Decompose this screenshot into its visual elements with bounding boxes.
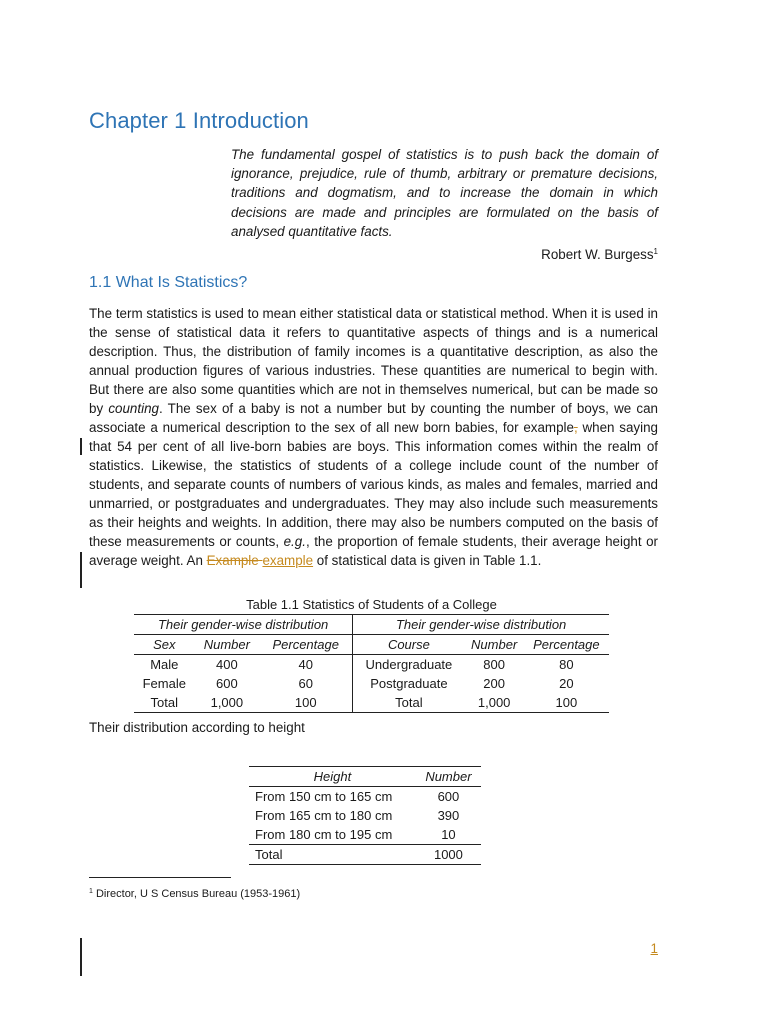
table-row [249,787,481,807]
table-cell: 1000 [416,845,481,865]
tracked-deletion[interactable]: Example [206,553,263,568]
table-cell: 400 [216,657,238,672]
chapter-title: Chapter 1 Introduction [89,108,309,133]
table-cell: Total [134,693,195,713]
footnote-reference[interactable]: 1 [653,247,658,256]
column-header: Number [416,767,481,787]
change-bar[interactable] [80,552,82,588]
table-cell: 200 [483,676,505,691]
table-row [134,674,609,693]
table-cell: 800 [483,657,505,672]
epigraph-quote: The fundamental gospel of statistics is to push back the domain of ignorance, prejudice, rule of thumb, arbitrary or premature decisions, traditions and dogmatism, and to increase the domain in which decisions are made and principles are formulated on the basis of analysed quantitative facts. [231,147,658,239]
table-cell: From 150 cm to 165 cm [255,789,393,804]
column-header: Number [465,635,524,655]
table-cell: 1,000 [465,693,524,713]
table-cell: 100 [259,693,353,713]
epigraph-author: Robert W. Burgess [541,247,654,262]
table-cell: Undergraduate [353,655,465,675]
height-distribution-text: Their distribution according to height [89,720,305,735]
table-cell: 40 [298,657,313,672]
footnote-separator [89,877,231,878]
table-row [249,825,481,845]
epigraph-attribution [541,247,658,262]
body-text-run: The term statistics is used to mean either statistical data or statistical method. When it is used in the sense of statistical data it refers to quantitative aspects of things and is a numerical description. Thus, the distribution of family incomes is a quantitative description, as also the annual production figures of various industries. These quantities are numerical to begin with. But there are also some quantities which are not in themselves numerical, but can be made so by [89,306,658,416]
table-group-header: Their gender-wise distribution [353,615,609,635]
table-cell: Postgraduate [353,674,465,693]
table-cell: 10 [441,827,456,842]
table-cell: From 180 cm to 195 cm [255,827,393,842]
table-group-header: Their gender-wise distribution [134,615,353,635]
body-text-run: . The sex of a baby is not a number but by counting the number of boys, we can associate a numerical description to the sex of all new born babies, for example [89,401,658,435]
footnote-text: Director, U S Census Bureau (1953-1961) [95,888,301,900]
body-paragraph [89,304,658,570]
page-number: 1 [650,941,658,956]
table-cell: Male [150,657,179,672]
table-cell: From 165 cm to 180 cm [255,808,393,823]
body-text-run: , the proportion of female students, their average height or average weight. An [89,534,659,568]
table-cell: 1,000 [195,693,260,713]
column-header: Number [195,635,260,655]
body-text-run: of statistical data is given in Table 1.1. [313,553,542,568]
change-bar[interactable] [80,438,82,455]
table-caption: Table 1.1 Statistics of Students of a College [246,597,497,612]
column-header: Course [353,635,465,655]
column-header: Height [249,767,416,787]
height-distribution-table [249,766,481,865]
tracked-insertion[interactable]: example [262,553,314,568]
table-cell: Female [142,676,186,691]
table-row [134,693,609,713]
footnote-marker: 1 [89,888,93,895]
table-row [249,806,481,825]
body-text-run: when saying that 54 per cent of all live-born babies are boys. This information comes within the realm of statistics. Likewise, the statistics of students of a college include count of the number of students, and separate counts of numbers of various kinds, as males and females, married and unmarried, or postgraduates and undergraduates. They may also include such measurements as their heights and weights. In addition, there may also be numbers computed on the basis of these measurements or counts, [89,420,658,549]
table-cell: Total [249,845,416,865]
table-cell: 100 [524,693,609,713]
student-statistics-table [134,614,609,713]
footnote [89,888,300,900]
table-cell: 60 [298,676,313,691]
section-title: 1.1 What Is Statistics? [89,274,248,291]
table-cell: 80 [559,657,574,672]
emphasis-eg: e.g. [283,534,306,549]
table-cell: Total [353,693,465,713]
emphasis-counting: counting [108,401,159,416]
table-total-row [249,845,481,865]
column-header: Sex [134,635,195,655]
table-cell: 600 [216,676,238,691]
table-row [134,655,609,675]
tracked-deletion[interactable]: , [573,420,578,435]
table-cell: 20 [559,676,574,691]
change-bar[interactable] [80,938,82,976]
table-cell: 390 [437,808,460,823]
column-header: Percentage [524,635,609,655]
table-cell: 600 [437,789,460,804]
column-header: Percentage [259,635,353,655]
